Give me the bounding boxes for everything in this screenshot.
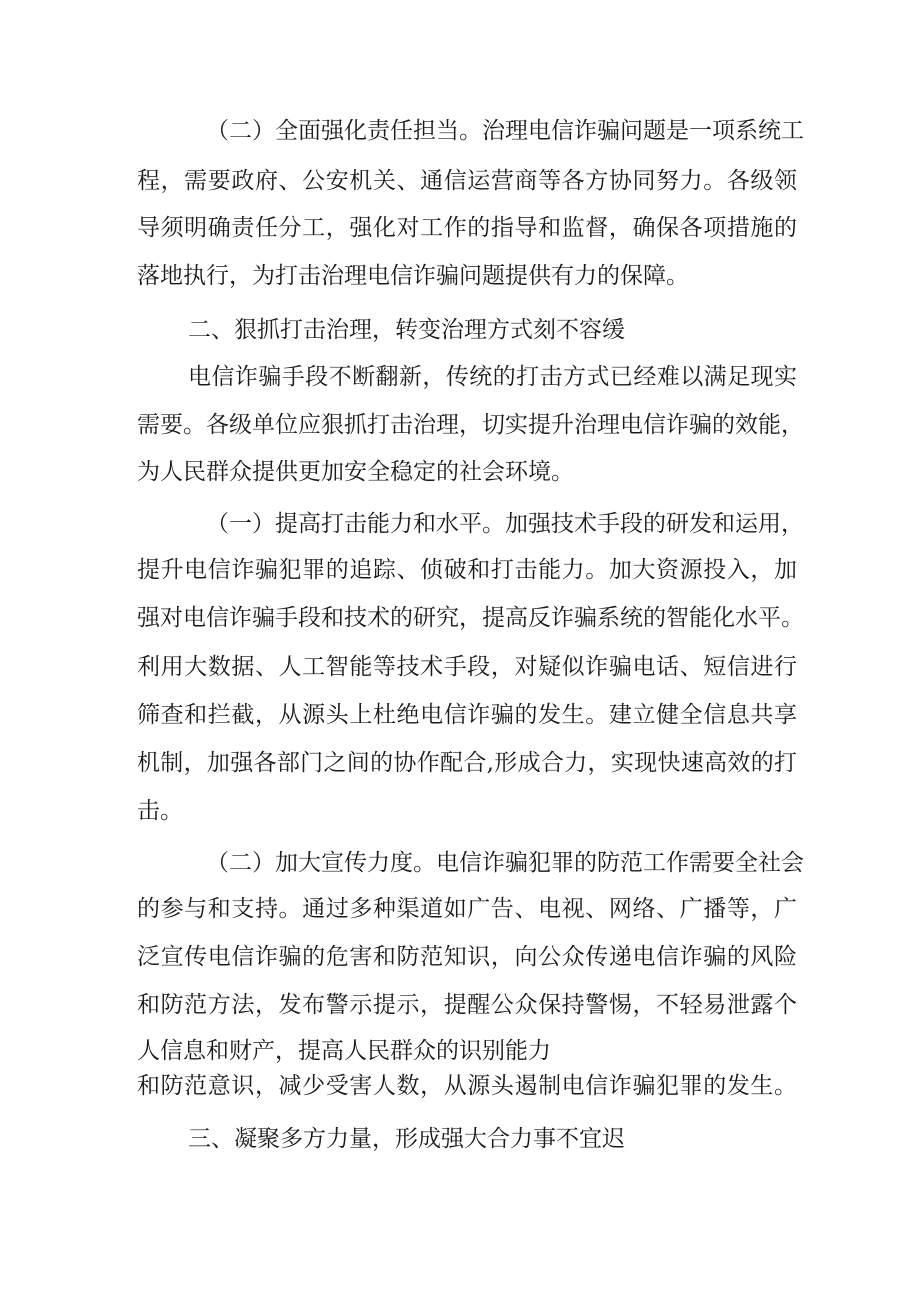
paragraph-line: 利用大数据、人工智能等技术手段，对疑似诈骗电话、短信进行 — [137, 654, 797, 680]
paragraph-line: 电信诈骗手段不断翻新，传统的打击方式已经难以满足现实 — [188, 364, 797, 390]
paragraph-line: （一）提高打击能力和水平。加强技术手段的研发和运用， — [206, 511, 804, 537]
paragraph-line: 机制，加强各部门之间的协作配合,形成合力，实现快速高效的打 — [137, 750, 797, 776]
paragraph-line: 的参与和支持。通过多种渠道如广告、电视、网络、广播等，广 — [137, 896, 797, 922]
paragraph-line: 为人民群众提供更加安全稳定的社会环境。 — [137, 459, 574, 485]
paragraph-line: 筛查和拦截，从源头上杜绝电信诈骗的发生。建立健全信息共享 — [137, 702, 797, 728]
paragraph-line: 人信息和财产，提高人民群众的识别能力 — [137, 1038, 551, 1064]
paragraph-line: 击。 — [137, 798, 183, 824]
paragraph-line: 程，需要政府、公安机关、通信运营商等各方协同努力。各级领 — [137, 168, 797, 194]
paragraph-line: 和防范意识，减少受害人数，从源头遏制电信诈骗犯罪的发生。 — [137, 1073, 797, 1099]
paragraph-line: 落地执行，为打击治理电信诈骗问题提供有力的保障。 — [137, 263, 689, 289]
paragraph-line: （二）加大宣传力度。电信诈骗犯罪的防范工作需要全社会 — [206, 850, 804, 876]
paragraph-line: 和防范方法，发布警示提示，提醒公众保持警惕，不轻易泄露个 — [137, 992, 797, 1018]
paragraph-line: 需要。各级单位应狠抓打击治理，切实提升治理电信诈骗的效能， — [137, 412, 804, 438]
section-heading: 三、凝聚多方力量，形成强大合力事不宜迟 — [188, 1126, 625, 1152]
paragraph-line: 强对电信诈骗手段和技术的研究，提高反诈骗系统的智能化水平。 — [137, 605, 804, 631]
paragraph-line: 提升电信诈骗犯罪的追踪、侦破和打击能力。加大资源投入，加 — [137, 557, 797, 583]
section-heading: 二、狠抓打击治理，转变治理方式刻不容缓 — [188, 317, 625, 343]
paragraph-line: （二）全面强化责任担当。治理电信诈骗问题是一项系统工 — [206, 118, 804, 144]
paragraph-line: 泛宣传电信诈骗的危害和防范知识，向公众传递电信诈骗的风险 — [137, 944, 797, 970]
paragraph-line: 导须明确责任分工，强化对工作的指导和监督，确保各项措施的 — [137, 215, 797, 241]
